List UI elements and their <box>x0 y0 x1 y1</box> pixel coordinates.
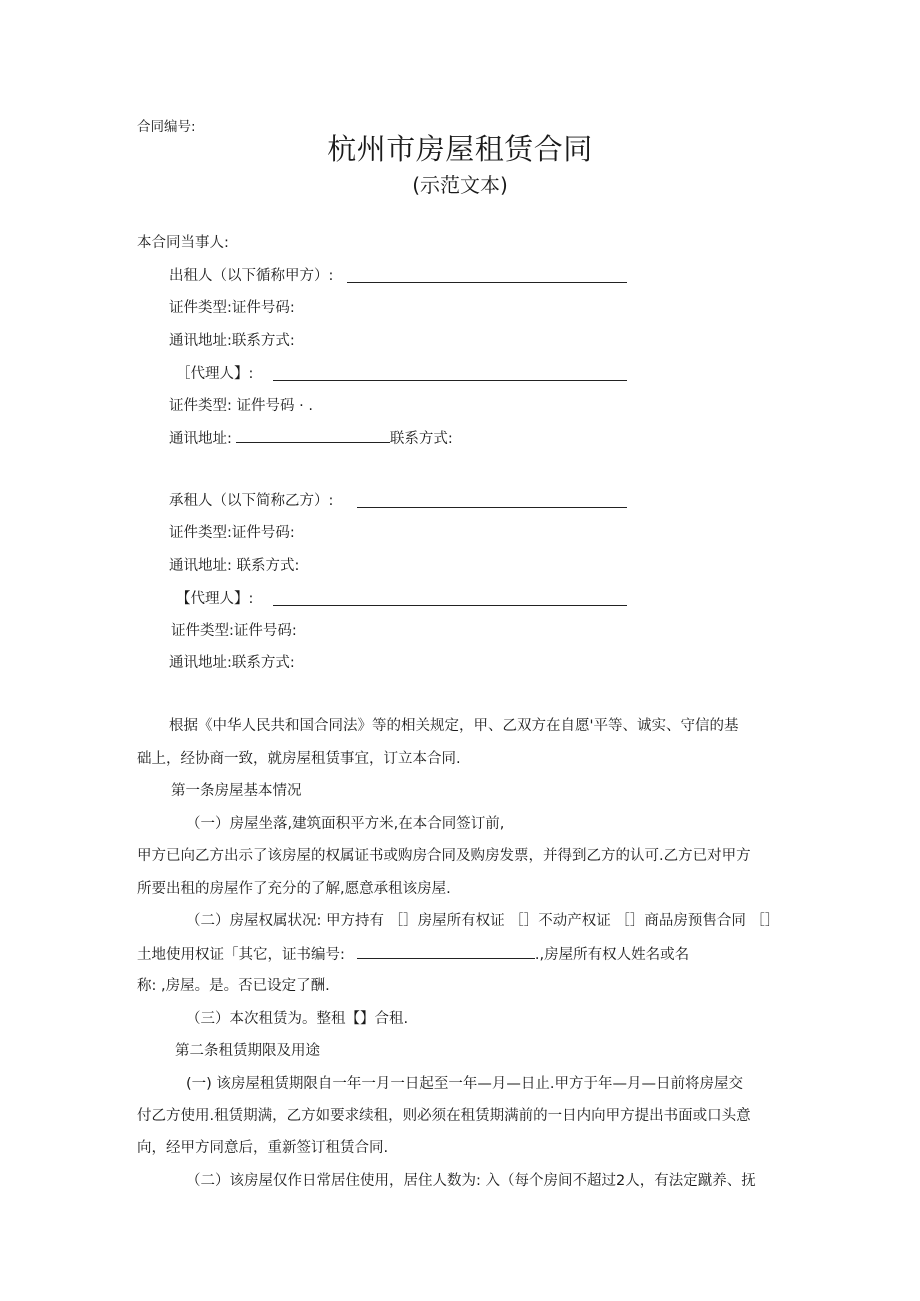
article-2-para-2-line-1: （二）该房屋仅作日常居住使用，居住人数为: 入（每个房间不超过2人，有法定蹴养、抚 <box>186 1173 756 1189</box>
lessee-agent-id-line: 证件类型:证件号码: <box>171 623 297 639</box>
lessor-agent-address-label: 通讯地址: <box>169 431 232 447</box>
article-2-title: 第二条租赁期限及用途 <box>175 1043 320 1059</box>
lessee-address-line: 通讯地址: 联系方式: <box>169 558 300 574</box>
preamble-line-2: 础上，经协商一致，就房屋租赁事宜，订立本合同. <box>137 751 461 767</box>
article-1-para-1-line-3: 所要出租的房屋作了充分的了解,愿意承租该房屋. <box>137 881 451 897</box>
document-title: 杭州市房屋租赁合同 <box>327 132 593 166</box>
lessee-agent-label: 【代理人】: <box>176 591 254 607</box>
lessee-line <box>169 491 333 511</box>
lessor-agent-label: ［代理人】: <box>176 366 254 382</box>
lessee-agent-line <box>176 589 253 609</box>
lessor-line <box>169 266 333 286</box>
certificate-label: 土地使用权证「其它，证书编号: <box>137 947 345 963</box>
contract-number-label: 合同编号: <box>137 119 196 135</box>
lessor-blank <box>347 268 627 283</box>
lessor-address-line: 通讯地址:联系方式: <box>169 333 295 349</box>
preamble-line-1: 根据《中华人民共和国合同法》等的相关规定，甲、乙双方在自愿'平等、诚实、守信的基 <box>169 718 739 734</box>
article-1-para-2-line-2 <box>137 944 689 965</box>
parties-intro: 本合同当事人: <box>137 235 229 251</box>
lessor-agent-id-line: 证件类型: 证件号码 · . <box>169 398 313 414</box>
article-1-para-3: （三）本次租赁为。整租【】合租. <box>186 1011 409 1027</box>
lessor-agent-blank <box>273 366 627 381</box>
document-subtitle: (示范文本) <box>412 173 508 197</box>
owner-name-label: .,房屋所有权人姓名或名 <box>534 947 690 963</box>
lessee-label: 承租人（以下简称乙方）: <box>169 493 334 509</box>
article-1-para-2-line-1: （二）房屋权属状况: 甲方持有 ［］房屋所有权证 ［］不动产权证 ［］商品房预售合同 ［］ <box>186 913 780 929</box>
lessor-agent-line <box>176 364 253 384</box>
lessee-blank <box>357 493 627 508</box>
lessor-agent-address-line <box>169 428 453 449</box>
article-1-title: 第一条房屋基本情况 <box>171 783 302 799</box>
lessor-id-line: 证件类型:证件号码: <box>169 300 295 316</box>
article-1-para-1-line-1: （一）房屋坐落,建筑面积平方米,在本合同签订前, <box>186 816 505 832</box>
lessor-agent-address-blank <box>236 428 390 443</box>
article-1-para-1-line-2: 甲方已向乙方出示了该房屋的权属证书或购房合同及购房发票，并得到乙方的认可.乙方已对甲方 <box>137 848 751 864</box>
lessor-label: 出租人（以下循称甲方）: <box>169 268 334 284</box>
article-1-para-2-line-3: 称: ,房屋。是。否已设定了酬. <box>137 978 330 994</box>
lessee-agent-blank <box>273 591 627 606</box>
lessor-agent-contact-label: 联系方式: <box>389 431 453 447</box>
certificate-number-blank <box>357 944 535 959</box>
lessee-agent-address-line: 通讯地址:联系方式: <box>169 655 295 671</box>
article-2-para-1-line-2: 付乙方使用.租赁期满，乙方如要求续租，则必须在租赁期满前的一日内向甲方提出书面或口头意 <box>137 1108 751 1124</box>
article-2-para-1-line-3: 向，经甲方同意后，重新签订租赁合同. <box>137 1140 389 1156</box>
lessee-id-line: 证件类型:证件号码: <box>169 525 295 541</box>
article-2-para-1-line-1: (一) 该房屋租赁期限自一年一月一日起至一年—月—日止.甲方于年—月—日前将房屋交 <box>186 1076 744 1092</box>
